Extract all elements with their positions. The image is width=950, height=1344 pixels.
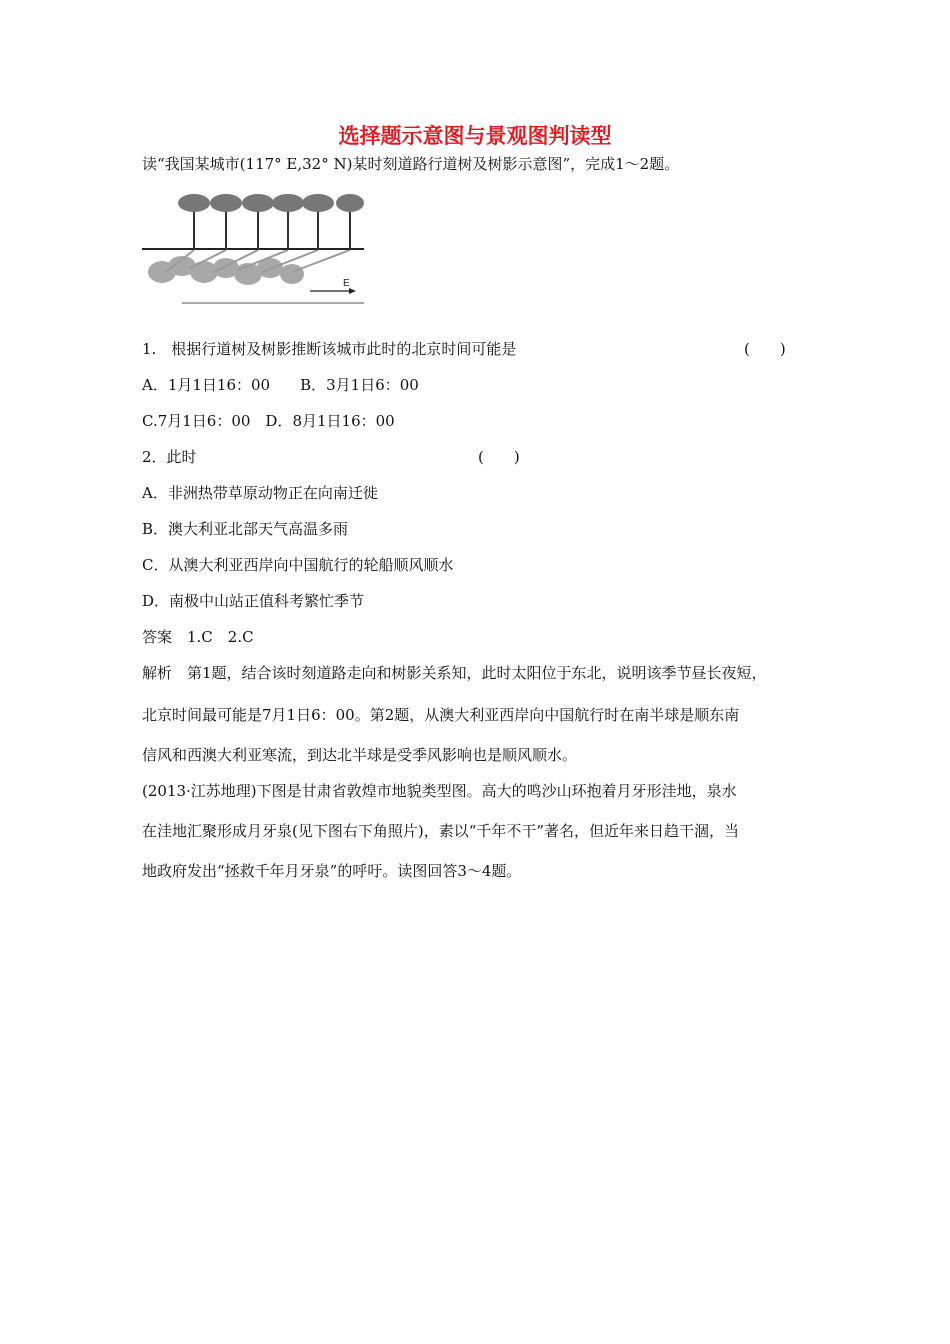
answer-line: 答案 1.C 2.C [142, 628, 254, 646]
q1-options-row1: A．1月1日16：00 B．3月1日6：00 [142, 376, 419, 394]
tree-crowns [178, 194, 364, 212]
analysis-line-3: 信风和西澳大利亚寒流，到达北半球是受季风影响也是顺风顺水。 [142, 746, 578, 764]
q1-stem: 1. 根据行道树及树影推断该城市此时的北京时间可能是 [142, 340, 517, 358]
tree-shadow-figure [142, 190, 364, 308]
passage-line-2: 在洼地汇聚形成月牙泉(见下图右下角照片)，素以“千年不干”著名，但近年来日趋干涸，当 [142, 822, 740, 840]
passage-line-3: 地政府发出“拯救千年月牙泉”的呼吁。读图回答3～4题。 [142, 862, 522, 880]
analysis-line-2: 北京时间最可能是7月1日6：00。第2题，从澳大利亚西岸向中国航行时在南半球是顺东南 [142, 706, 740, 724]
page-title: 选择题示意图与景观图判读型 [338, 123, 612, 148]
east-label: E [343, 278, 350, 289]
analysis-line-1: 解析 第1题，结合该时刻道路走向和树影关系知，此时太阳位于东北，说明该季节昼长夜短， [142, 664, 767, 682]
q2-answer-blank: ( ) [478, 448, 520, 466]
q2-stem: 2．此时 [142, 448, 197, 466]
q2-option-b: B．澳大利亚北部天气高温多雨 [142, 520, 349, 538]
q1-answer-blank: ( ) [744, 340, 786, 358]
east-arrow-head [349, 288, 356, 294]
shadows [148, 256, 304, 285]
q2-option-a: A．非洲热带草原动物正在向南迁徙 [142, 484, 378, 502]
intro-text: 读“我国某城市(117° E,32° N)某时刻道路行道树及树影示意图”，完成1～2题。 [142, 155, 680, 173]
q2-option-d: D．南极中山站正值科考繁忙季节 [142, 592, 365, 610]
tree-trunks [194, 212, 350, 250]
q2-option-c: C．从澳大利亚西岸向中国航行的轮船顺风顺水 [142, 556, 454, 574]
passage-line-1: (2013·江苏地理)下图是甘肃省敦煌市地貌类型图。高大的鸣沙山环抱着月牙形洼地，泉水 [142, 782, 737, 800]
q1-options-row2: C.7月1日6：00 D．8月1日16：00 [142, 412, 395, 430]
